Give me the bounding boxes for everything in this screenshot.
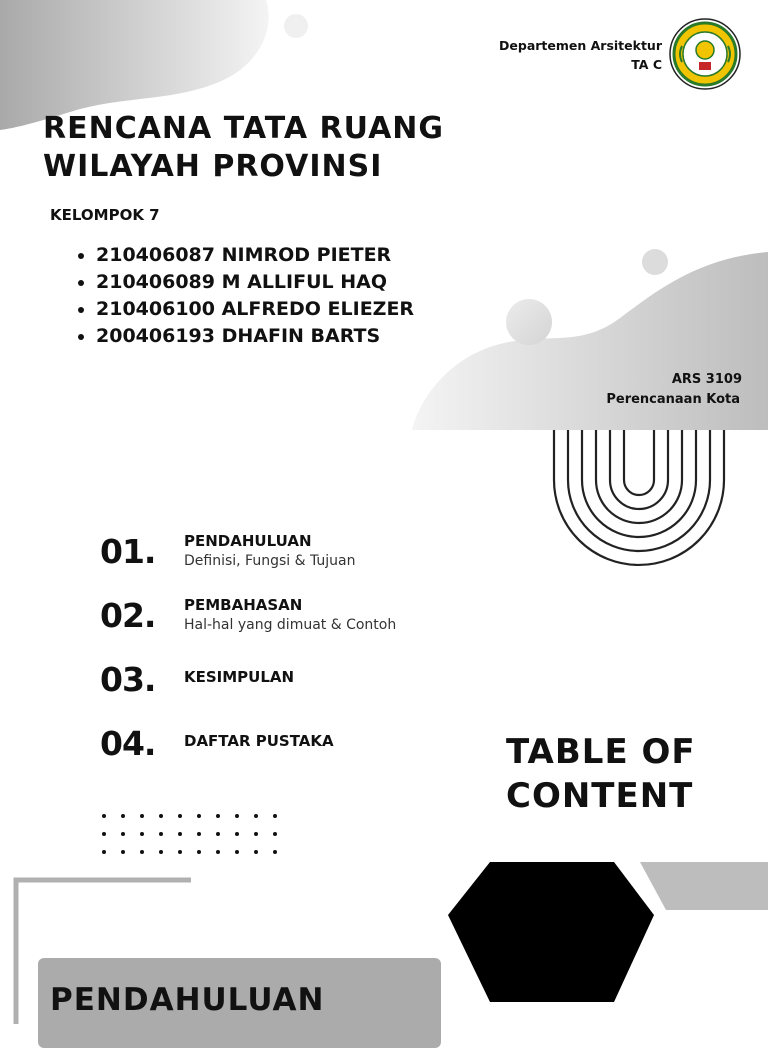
dot — [216, 814, 220, 818]
dot — [178, 832, 182, 836]
dot — [178, 814, 182, 818]
dot — [235, 832, 239, 836]
dot — [235, 850, 239, 854]
dot — [197, 814, 201, 818]
university-seal-icon — [668, 16, 742, 92]
title-line1: RENCANA TATA RUANG — [43, 111, 445, 146]
toc-title: KESIMPULAN — [184, 668, 295, 686]
dot — [102, 850, 106, 854]
dot — [121, 850, 125, 854]
toc-title: DAFTAR PUSTAKA — [184, 732, 334, 750]
black-hexagon — [448, 862, 654, 1002]
list-item: • 210406089 M ALLIFUL HAQ — [96, 269, 414, 296]
dot — [216, 832, 220, 836]
dot — [159, 832, 163, 836]
dot — [235, 814, 239, 818]
mid-bubble-small — [642, 249, 668, 275]
dot-grid-decoration — [96, 808, 280, 860]
course-info — [606, 370, 742, 410]
toc-number: 02. — [100, 596, 156, 635]
dot — [159, 814, 163, 818]
mid-bubble-large — [506, 299, 552, 345]
course-code: ARS 3109 — [671, 372, 742, 387]
list-item: • 200406193 DHAFIN BARTS — [96, 323, 414, 350]
dot — [121, 832, 125, 836]
dot — [197, 850, 201, 854]
toc-title: PEMBAHASAN — [184, 596, 303, 614]
gray-parallelogram — [640, 862, 768, 910]
document-title — [43, 110, 444, 186]
list-item: • 210406100 ALFREDO ELIEZER — [96, 296, 414, 323]
dot — [197, 832, 201, 836]
toc-number: 04. — [100, 724, 156, 763]
department-label — [499, 36, 662, 74]
dot — [140, 814, 144, 818]
list-item: • 210406087 NIMROD PIETER — [96, 242, 414, 269]
toc-number: 03. — [100, 660, 156, 699]
toc-subtitle: Hal-hal yang dimuat & Contoh — [184, 617, 397, 633]
group-label: KELOMPOK 7 — [50, 206, 160, 224]
dot — [273, 814, 277, 818]
dot — [254, 832, 258, 836]
toc-subtitle: Definisi, Fungsi & Tujuan — [184, 553, 356, 569]
arch-lines — [554, 430, 724, 565]
dot — [102, 832, 106, 836]
department-line2: TA C — [631, 57, 662, 72]
department-line1: Departemen Arsitektur — [499, 38, 662, 53]
section-title: PENDAHULUAN — [50, 982, 325, 1018]
dot — [216, 850, 220, 854]
member-list — [76, 242, 414, 350]
dot — [178, 850, 182, 854]
dot — [273, 832, 277, 836]
toc-heading-line2: CONTENT — [506, 776, 694, 816]
dot — [140, 832, 144, 836]
toc-number: 01. — [100, 532, 156, 571]
toc-heading-line1: TABLE OF — [506, 732, 696, 772]
dot — [273, 850, 277, 854]
dot — [140, 850, 144, 854]
top-bubble — [284, 14, 308, 38]
dot — [121, 814, 125, 818]
dot — [254, 814, 258, 818]
title-line2: WILAYAH PROVINSI — [43, 149, 383, 184]
toc-heading — [506, 730, 696, 818]
course-name: Perencanaan Kota — [606, 392, 740, 407]
dot — [102, 814, 106, 818]
toc-title: PENDAHULUAN — [184, 532, 312, 550]
dot — [159, 850, 163, 854]
dot — [254, 850, 258, 854]
